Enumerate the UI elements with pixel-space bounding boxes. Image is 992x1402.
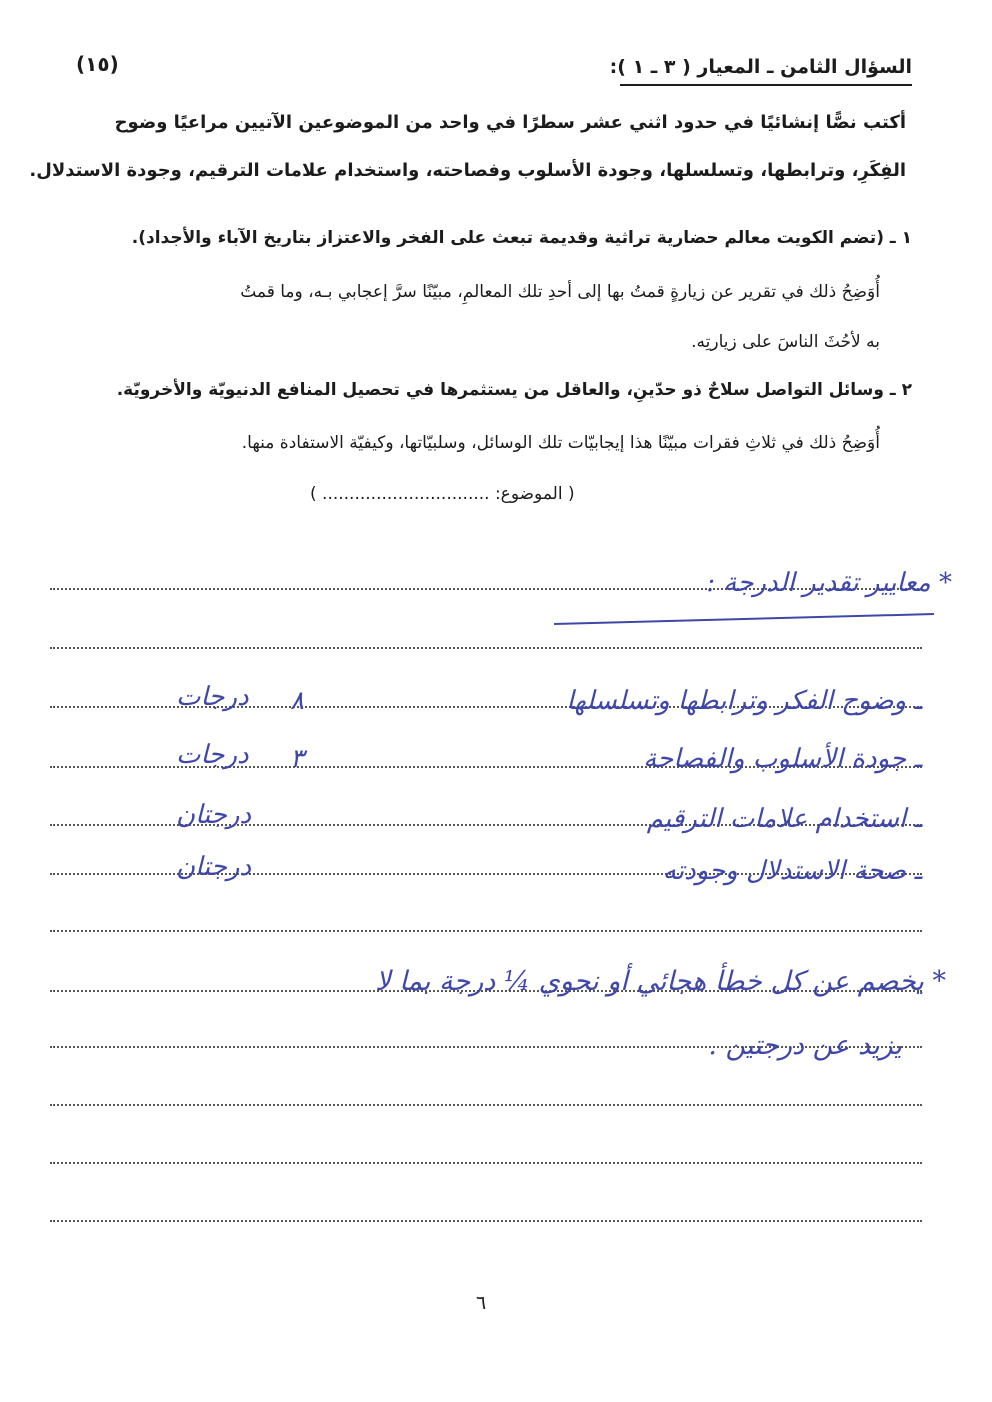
topic-1-description-line-1: أُوَضِحُ ذلك في تقرير عن زيارةٍ قمتُ بها إلى أحدِ تلك المعالمِ، مبيّنًا سرَّ إعجابي بـه، وما قمتُ xyxy=(240,282,880,302)
writing-line xyxy=(50,1220,922,1222)
topic-2-title: ٢ ـ وسائل التواصل سلاحٌ ذو حدّينِ، والعاقل من يستثمرها في تحصيل المنافع الدنيويّة والأخرويّة. xyxy=(116,380,912,400)
writing-line xyxy=(50,1162,922,1164)
criterion-unit: درجتان xyxy=(176,800,252,830)
criterion-text: ـ جودة الأسلوب والفصاحة xyxy=(643,744,922,774)
criterion-unit: درجتان xyxy=(176,852,252,882)
criterion-unit: درجات xyxy=(176,682,249,712)
subject-field: ( الموضوع: ............................... ) xyxy=(310,484,575,504)
criterion-unit: درجات xyxy=(176,740,249,770)
question-title: السؤال الثامن ـ المعيار ( ٣ ـ ١ ): xyxy=(609,56,912,78)
criterion-text: ـ وضوح الفكر وترابطها وتسلسلها xyxy=(566,686,922,716)
topic-1-description-line-2: به لأحُثَ الناسَ على زيارتِه. xyxy=(691,332,880,352)
page-number: ٦ xyxy=(476,1292,487,1314)
criterion-text: ـ صحة الاستدلال وجودته xyxy=(662,856,922,886)
deduction-note-line-2: يزيد عن درجتين . xyxy=(708,1030,902,1061)
writing-line xyxy=(50,647,922,649)
instructions-line-1: أكتب نصًّا إنشائيًا في حدود اثني عشر سطرًا في واحد من الموضوعين الآتيين مراعيًا وضوح xyxy=(114,112,906,133)
criterion-score: ٨ xyxy=(290,686,304,716)
criterion-text: ـ استخدام علامات الترقيم xyxy=(646,804,922,834)
instructions-line-2: الفِكَرِ، وترابطها، وتسلسلها، وجودة الأسلوب وفصاحته، واستخدام علامات الترقيم، وجودة الاستدلال. xyxy=(29,160,906,181)
topic-2-description-line-1: أُوَضِحُ ذلك في ثلاثِ فقرات مبيّنًا هذا إيجابيّات تلك الوسائل، وسلبيّاتها، وكيفيّة الاستفادة منها. xyxy=(241,433,880,453)
topic-1-title: ١ ـ (تضم الكويت معالم حضارية تراثية وقديمة تبعث على الفخر والاعتزاز بتاريخ الآباء والأجداد). xyxy=(131,228,912,248)
writing-line xyxy=(50,930,922,932)
criterion-score: ٣ xyxy=(290,744,304,774)
handwritten-underline xyxy=(554,613,934,625)
deduction-note-line-1: * يخصم عن كل خطأ هجائي أو نحوي ¼ درجة بما لا xyxy=(375,966,946,997)
title-underline xyxy=(620,84,912,86)
marks-label: (١٥) xyxy=(76,52,119,76)
writing-line xyxy=(50,1104,922,1106)
handwritten-heading: * معايير تقدير الدرجة : xyxy=(706,568,952,598)
